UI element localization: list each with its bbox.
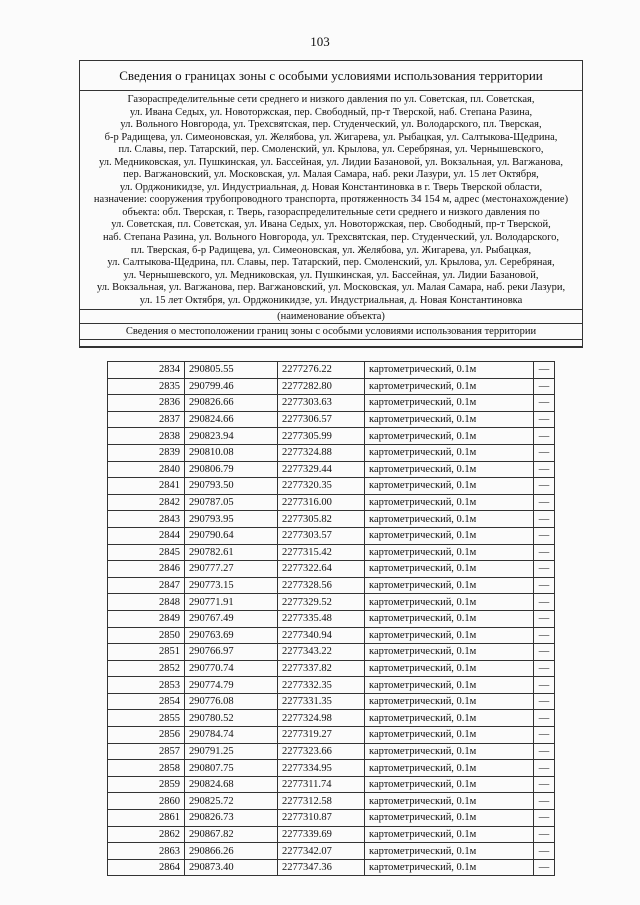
y-coordinate-cell: 2277310.87 [278, 810, 365, 827]
description-cell: — [534, 561, 555, 578]
coordinates-table [107, 361, 555, 876]
point-number-cell: 2856 [108, 727, 185, 744]
x-coordinate-cell: 290805.55 [185, 362, 278, 379]
x-coordinate-cell: 290866.26 [185, 843, 278, 860]
point-number-cell: 2860 [108, 793, 185, 810]
table-row [108, 594, 555, 611]
table-row [108, 660, 555, 677]
point-number-cell: 2859 [108, 776, 185, 793]
x-coordinate-cell: 290782.61 [185, 544, 278, 561]
table-row [108, 411, 555, 428]
x-coordinate-cell: 290799.46 [185, 378, 278, 395]
x-coordinate-cell: 290810.08 [185, 444, 278, 461]
x-coordinate-cell: 290791.25 [185, 743, 278, 760]
method-accuracy-cell: картометрический, 0.1м [365, 677, 534, 694]
x-coordinate-cell: 290787.05 [185, 494, 278, 511]
description-cell: — [534, 527, 555, 544]
x-coordinate-cell: 290807.75 [185, 760, 278, 777]
description-cell: — [534, 859, 555, 876]
description-line: ул. Вокзальная, ул. Вагжанова, пер. Вагжановский, ул. Московская, ул. Малая Самара, наб. реки Лазури, [96, 282, 566, 294]
y-coordinate-cell: 2277324.98 [278, 710, 365, 727]
description-cell: — [534, 428, 555, 445]
y-coordinate-cell: 2277339.69 [278, 826, 365, 843]
point-number-cell: 2848 [108, 594, 185, 611]
x-coordinate-cell: 290767.49 [185, 610, 278, 627]
description-cell: — [534, 494, 555, 511]
method-accuracy-cell: картометрический, 0.1м [365, 544, 534, 561]
description-cell: — [534, 444, 555, 461]
point-number-cell: 2861 [108, 810, 185, 827]
y-coordinate-cell: 2277347.36 [278, 859, 365, 876]
table-row [108, 693, 555, 710]
method-accuracy-cell: картометрический, 0.1м [365, 411, 534, 428]
point-number-cell: 2843 [108, 511, 185, 528]
point-number-cell: 2842 [108, 494, 185, 511]
method-accuracy-cell: картометрический, 0.1м [365, 859, 534, 876]
point-number-cell: 2839 [108, 444, 185, 461]
y-coordinate-cell: 2277342.07 [278, 843, 365, 860]
y-coordinate-cell: 2277331.35 [278, 693, 365, 710]
description-cell: — [534, 743, 555, 760]
x-coordinate-cell: 290824.66 [185, 411, 278, 428]
description-cell: — [534, 776, 555, 793]
x-coordinate-cell: 290806.79 [185, 461, 278, 478]
x-coordinate-cell: 290793.50 [185, 478, 278, 495]
point-number-cell: 2849 [108, 610, 185, 627]
description-cell: — [534, 461, 555, 478]
table-row [108, 428, 555, 445]
point-number-cell: 2851 [108, 644, 185, 661]
description-cell: — [534, 644, 555, 661]
y-coordinate-cell: 2277306.57 [278, 411, 365, 428]
description-cell: — [534, 826, 555, 843]
description-cell: — [534, 693, 555, 710]
table-row [108, 843, 555, 860]
table-row [108, 776, 555, 793]
y-coordinate-cell: 2277337.82 [278, 660, 365, 677]
method-accuracy-cell: картометрический, 0.1м [365, 428, 534, 445]
description-line: Газораспределительные сети среднего и низкого давления по ул. Советская, пл. Советская, [127, 94, 535, 105]
description-cell: — [534, 843, 555, 860]
method-accuracy-cell: картометрический, 0.1м [365, 743, 534, 760]
description-cell: — [534, 395, 555, 412]
table-row [108, 677, 555, 694]
x-coordinate-cell: 290873.40 [185, 859, 278, 876]
x-coordinate-cell: 290824.68 [185, 776, 278, 793]
method-accuracy-cell: картометрический, 0.1м [365, 793, 534, 810]
y-coordinate-cell: 2277323.66 [278, 743, 365, 760]
y-coordinate-cell: 2277322.64 [278, 561, 365, 578]
description-cell: — [534, 362, 555, 379]
object-description [80, 91, 582, 310]
x-coordinate-cell: 290793.95 [185, 511, 278, 528]
y-coordinate-cell: 2277315.42 [278, 544, 365, 561]
table-row [108, 577, 555, 594]
point-number-cell: 2846 [108, 561, 185, 578]
description-cell: — [534, 577, 555, 594]
y-coordinate-cell: 2277343.22 [278, 644, 365, 661]
x-coordinate-cell: 290823.94 [185, 428, 278, 445]
point-number-cell: 2841 [108, 478, 185, 495]
method-accuracy-cell: картометрический, 0.1м [365, 444, 534, 461]
y-coordinate-cell: 2277328.56 [278, 577, 365, 594]
description-line: ул. Советская, пл. Советская, ул. Ивана Седых, ул. Новоторжская, пер. Свободный, пр-т Тверской, [111, 219, 551, 231]
table-row [108, 561, 555, 578]
method-accuracy-cell: картометрический, 0.1м [365, 395, 534, 412]
description-line: б-р Радищева, ул. Симеоновская, ул. Желябова, ул. Жигарева, ул. Рыбацкая, ул. Салтыкова-Щедрина, [104, 131, 558, 143]
table-row [108, 544, 555, 561]
method-accuracy-cell: картометрический, 0.1м [365, 693, 534, 710]
x-coordinate-cell: 290826.73 [185, 810, 278, 827]
method-accuracy-cell: картометрический, 0.1м [365, 561, 534, 578]
x-coordinate-cell: 290770.74 [185, 660, 278, 677]
y-coordinate-cell: 2277276.22 [278, 362, 365, 379]
table-row [108, 859, 555, 876]
method-accuracy-cell: картометрический, 0.1м [365, 710, 534, 727]
y-coordinate-cell: 2277305.82 [278, 511, 365, 528]
description-line: ул. Чернышевского, ул. Медниковская, ул. Пушкинская, ул. Бассейная, ул. Лидии Базановой, [123, 269, 539, 281]
table-row [108, 362, 555, 379]
point-number-cell: 2847 [108, 577, 185, 594]
point-number-cell: 2845 [108, 544, 185, 561]
y-coordinate-cell: 2277335.48 [278, 610, 365, 627]
y-coordinate-cell: 2277329.44 [278, 461, 365, 478]
table-row [108, 610, 555, 627]
y-coordinate-cell: 2277303.63 [278, 395, 365, 412]
y-coordinate-cell: 2277312.58 [278, 793, 365, 810]
method-accuracy-cell: картометрический, 0.1м [365, 760, 534, 777]
point-number-cell: 2834 [108, 362, 185, 379]
point-number-cell: 2862 [108, 826, 185, 843]
y-coordinate-cell: 2277305.99 [278, 428, 365, 445]
table-row [108, 511, 555, 528]
table-row [108, 810, 555, 827]
object-name-label: (наименование объекта) [80, 310, 582, 324]
description-line: пл. Тверская, б-р Радищева, ул. Симеоновская, ул. Желябова, ул. Жигарева, ул. Рыбацкая, [130, 244, 532, 256]
y-coordinate-cell: 2277320.35 [278, 478, 365, 495]
description-line: ул. Салтыкова-Щедрина, пл. Славы, пер. Татарский, пер. Смоленский, ул. Крылова, ул. Серебряная, [107, 257, 555, 269]
table-row [108, 494, 555, 511]
description-line: объекта: обл. Тверская, г. Тверь, газораспределительные сети среднего и низкого давления по [122, 206, 540, 218]
description-cell: — [534, 793, 555, 810]
description-cell: — [534, 411, 555, 428]
description-cell: — [534, 810, 555, 827]
description-cell: — [534, 511, 555, 528]
point-number-cell: 2858 [108, 760, 185, 777]
point-number-cell: 2844 [108, 527, 185, 544]
table-row [108, 378, 555, 395]
point-number-cell: 2852 [108, 660, 185, 677]
x-coordinate-cell: 290773.15 [185, 577, 278, 594]
description-line: ул. 15 лет Октября, ул. Орджоникидзе, ул. Индустриальная, д. Новая Константиновка [139, 294, 523, 306]
description-line: наб. Степана Разина, ул. Вольного Новгорода, ул. Трехсвятская, пер. Студенческий, ул. Володарского, [102, 232, 560, 244]
description-line: ул. Вольного Новгорода, ул. Трехсвятская, пер. Студенческий, ул. Володарского, пл. Тверская, [120, 119, 542, 131]
y-coordinate-cell: 2277311.74 [278, 776, 365, 793]
method-accuracy-cell: картометрический, 0.1м [365, 843, 534, 860]
x-coordinate-cell: 290763.69 [185, 627, 278, 644]
description-cell: — [534, 478, 555, 495]
point-number-cell: 2863 [108, 843, 185, 860]
method-accuracy-cell: картометрический, 0.1м [365, 610, 534, 627]
y-coordinate-cell: 2277332.35 [278, 677, 365, 694]
x-coordinate-cell: 290771.91 [185, 594, 278, 611]
description-cell: — [534, 378, 555, 395]
point-number-cell: 2857 [108, 743, 185, 760]
method-accuracy-cell: картометрический, 0.1м [365, 660, 534, 677]
location-heading: Сведения о местоположении границ зоны с особыми условиями использования территории [80, 324, 582, 340]
point-number-cell: 2837 [108, 411, 185, 428]
x-coordinate-cell: 290784.74 [185, 727, 278, 744]
description-line: пер. Вагжановский, ул. Московская, ул. Малая Самара, наб. реки Лазури, ул. 15 лет Октября, [123, 169, 539, 181]
description-cell: — [534, 544, 555, 561]
point-number-cell: 2853 [108, 677, 185, 694]
method-accuracy-cell: картометрический, 0.1м [365, 494, 534, 511]
x-coordinate-cell: 290867.82 [185, 826, 278, 843]
y-coordinate-cell: 2277334.95 [278, 760, 365, 777]
method-accuracy-cell: картометрический, 0.1м [365, 594, 534, 611]
table-row [108, 478, 555, 495]
description-cell: — [534, 710, 555, 727]
point-number-cell: 2836 [108, 395, 185, 412]
description-line: ул. Ивана Седых, ул. Новоторжская, пер. Свободный, пр-т Тверской, наб. Степана Разина, [129, 106, 533, 118]
x-coordinate-cell: 290826.66 [185, 395, 278, 412]
section-divider [80, 340, 582, 347]
description-line: ул. Медниковская, ул. Пушкинская, ул. Бассейная, ул. Лидии Базановой, ул. Вокзальная, ул. Вагжанова, [98, 156, 564, 168]
table-row [108, 710, 555, 727]
table-row [108, 395, 555, 412]
x-coordinate-cell: 290774.79 [185, 677, 278, 694]
x-coordinate-cell: 290790.64 [185, 527, 278, 544]
table-row [108, 760, 555, 777]
description-cell: — [534, 594, 555, 611]
table-row [108, 444, 555, 461]
point-number-cell: 2838 [108, 428, 185, 445]
description-line: назначение: сооружения трубопроводного транспорта, протяженность 34 154 м, адрес (местонахождение) [93, 194, 569, 206]
y-coordinate-cell: 2277282.80 [278, 378, 365, 395]
description-cell: — [534, 610, 555, 627]
method-accuracy-cell: картометрический, 0.1м [365, 826, 534, 843]
description-cell: — [534, 760, 555, 777]
method-accuracy-cell: картометрический, 0.1м [365, 644, 534, 661]
point-number-cell: 2835 [108, 378, 185, 395]
x-coordinate-cell: 290777.27 [185, 561, 278, 578]
table-row [108, 461, 555, 478]
zone-info-frame [79, 60, 583, 348]
x-coordinate-cell: 290780.52 [185, 710, 278, 727]
x-coordinate-cell: 290766.97 [185, 644, 278, 661]
description-cell: — [534, 660, 555, 677]
description-line: ул. Орджоникидзе, ул. Индустриальная, д. Новая Константиновка в г. Тверь Тверской области, [119, 181, 543, 193]
method-accuracy-cell: картометрический, 0.1м [365, 727, 534, 744]
table-row [108, 627, 555, 644]
method-accuracy-cell: картометрический, 0.1м [365, 810, 534, 827]
method-accuracy-cell: картометрический, 0.1м [365, 627, 534, 644]
page-number: 103 [310, 34, 330, 49]
method-accuracy-cell: картометрический, 0.1м [365, 527, 534, 544]
x-coordinate-cell: 290825.72 [185, 793, 278, 810]
table-row [108, 826, 555, 843]
y-coordinate-cell: 2277324.88 [278, 444, 365, 461]
table-row [108, 743, 555, 760]
point-number-cell: 2850 [108, 627, 185, 644]
description-cell: — [534, 627, 555, 644]
y-coordinate-cell: 2277303.57 [278, 527, 365, 544]
y-coordinate-cell: 2277316.00 [278, 494, 365, 511]
point-number-cell: 2855 [108, 710, 185, 727]
y-coordinate-cell: 2277329.52 [278, 594, 365, 611]
point-number-cell: 2854 [108, 693, 185, 710]
table-row [108, 727, 555, 744]
method-accuracy-cell: картометрический, 0.1м [365, 511, 534, 528]
document-title: Сведения о границах зоны с особыми условиями использования территории [80, 61, 582, 91]
description-cell: — [534, 727, 555, 744]
method-accuracy-cell: картометрический, 0.1м [365, 577, 534, 594]
point-number-cell: 2840 [108, 461, 185, 478]
description-cell: — [534, 677, 555, 694]
description-line: пл. Славы, пер. Татарский, пер. Смоленский, ул. Крылова, ул. Серебряная, ул. Чернышевского, [118, 144, 544, 156]
method-accuracy-cell: картометрический, 0.1м [365, 461, 534, 478]
method-accuracy-cell: картометрический, 0.1м [365, 478, 534, 495]
y-coordinate-cell: 2277319.27 [278, 727, 365, 744]
method-accuracy-cell: картометрический, 0.1м [365, 776, 534, 793]
method-accuracy-cell: картометрический, 0.1м [365, 378, 534, 395]
method-accuracy-cell: картометрический, 0.1м [365, 362, 534, 379]
y-coordinate-cell: 2277340.94 [278, 627, 365, 644]
x-coordinate-cell: 290776.08 [185, 693, 278, 710]
table-row [108, 527, 555, 544]
table-row [108, 644, 555, 661]
point-number-cell: 2864 [108, 859, 185, 876]
table-row [108, 793, 555, 810]
